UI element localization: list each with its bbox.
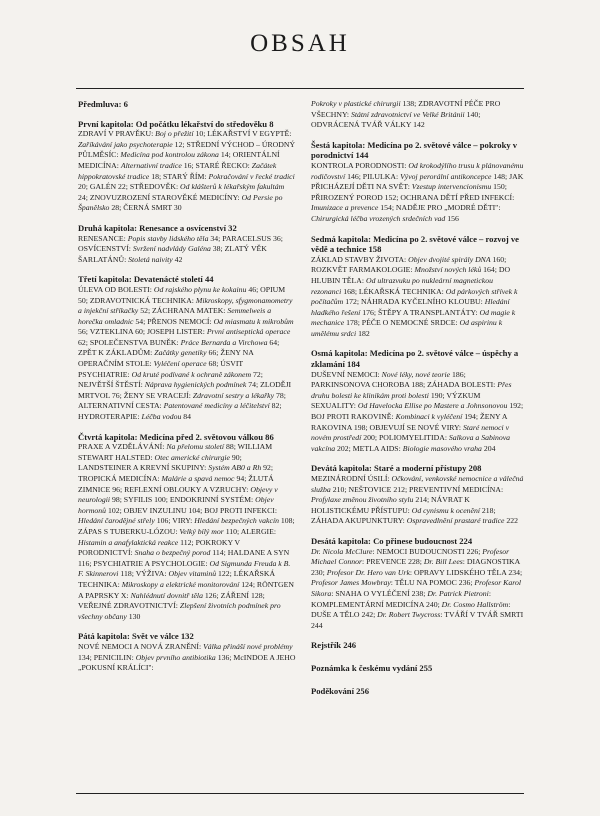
entry-subtitle: Svržení nadvlády Galéna bbox=[132, 244, 211, 254]
entry-text: 64; ZPĚT K ZÁKLADŮM: bbox=[78, 337, 280, 358]
entry-subtitle: Válka přináší nové problémy bbox=[203, 641, 293, 651]
page-title: OBSAH bbox=[250, 30, 350, 57]
entry-subtitle: Zdravotní sestry a lékařky bbox=[192, 390, 275, 400]
entry-text: 156 bbox=[445, 213, 459, 223]
chapter-entries bbox=[311, 255, 525, 340]
toc-chapter bbox=[78, 274, 296, 422]
entry-subtitle: Alternativní tradice bbox=[120, 160, 182, 170]
toc-right-column bbox=[311, 99, 525, 708]
chapter-title: Desátá kapitola: Co přinese budoucnost 224 bbox=[311, 535, 473, 546]
entry-text: 202; METLA AIDS: bbox=[335, 443, 403, 453]
entry-text: 148; JAK PŘICHÁZEJÍ DĚTI NA SVĚT: bbox=[311, 171, 524, 192]
entry-text: 68; ÚSVIT PSYCHIATRIE: bbox=[78, 359, 243, 379]
chapter-title: První kapitola: Od počátku lékařství do středověku 8 bbox=[78, 118, 274, 129]
entry-text: 178; PÉČE O NEMOCNÉ SRDCE: bbox=[344, 318, 460, 328]
entry-subtitle: Státní zdravotnictví ve Velké Británii bbox=[350, 109, 465, 119]
entry-subtitle: Od Havelocka Ellise po Mastere a Johnsonovou bbox=[357, 401, 508, 411]
chapter-title: Pátá kapitola: Svět ve válce 132 bbox=[78, 631, 194, 642]
entry-text: 150; PŘIROZENÝ POROD 152; OCHRANA DĚTÍ PŘED INFEKCÍ: bbox=[311, 182, 515, 202]
entry-subtitle: Začátek hippokratovské tradice bbox=[78, 160, 277, 181]
entry-subtitle: První antiseptická operace bbox=[206, 327, 291, 337]
entry-subtitle: Profesor Dr. Hero van Urk bbox=[326, 567, 410, 577]
entry-text: 102; OBJEV INZULINU 104; BOJ PROTI INFEKCI: bbox=[106, 505, 278, 515]
entry-text: 192; BOJ PROTI RAKOVINĚ: bbox=[311, 401, 524, 422]
entry-text: 190; VÝZKUM SEXUALITY: bbox=[311, 390, 481, 411]
entry-text: 218; ZÁHADA AKUPUNKTURY: bbox=[311, 505, 496, 526]
chapter-title: Devátá kapitola: Staré a moderní přístupy 208 bbox=[311, 463, 482, 474]
entry-text: : TĚLU NA POMOC 236; bbox=[390, 578, 475, 588]
entry-text: 14; ORIENTÁLNÍ MEDICÍNA: bbox=[78, 150, 280, 170]
entry-text: 92; TROPICKÁ MEDICÍNA: bbox=[78, 463, 274, 483]
entry-subtitle: Vzestup intervencionismu bbox=[411, 182, 492, 192]
entry-subtitle: Nahlédnutí dovnitř těla bbox=[130, 590, 203, 600]
entry-subtitle: Přes druhu bolesti ke klinikám proti bolesti bbox=[311, 380, 512, 400]
entry-subtitle: Staré nemoci v novém prostředí bbox=[311, 422, 510, 443]
chapter-title: Čtvrtá kapitola: Medicína před 2. světovou válkou 86 bbox=[78, 431, 274, 442]
entry-text: 62; SPOLEČENSTVA BUNĚK: bbox=[78, 337, 181, 347]
entry-text: 108; ZÁPAS S TUBERKU-LÓZOU: bbox=[78, 516, 295, 536]
entry-text: 98; SYFILIS 100; ENDOKRINNÍ SYSTÉM: bbox=[110, 495, 256, 505]
entry-text: 20; GALÉN 22; STŘEDOVĚK: bbox=[78, 182, 181, 192]
entry-text: RENESANCE: bbox=[78, 233, 128, 243]
entry-subtitle: Boj o přežití bbox=[155, 129, 194, 139]
entry-text: : PREVENCE 228; bbox=[362, 557, 424, 567]
entry-subtitle: Mikroskopy a elektrické monitorování bbox=[121, 579, 240, 589]
entry-subtitle: Od ultrazvuku po nukleární magnetickou rezonanci bbox=[311, 275, 493, 296]
entry-text: 146; PILULKA: bbox=[345, 171, 401, 181]
entry-text: ZDRAVÍ V PRAVĚKU: bbox=[78, 129, 156, 139]
entry-text: 118; VÝŽIVA: bbox=[118, 569, 169, 579]
toc-chapter bbox=[78, 631, 296, 673]
entry-subtitle: Práce Bernarda a Virchowa bbox=[180, 337, 268, 347]
entry-subtitle: Od rajského plynu ke kokainu bbox=[153, 284, 247, 294]
entry-text: 78; ALTERNATIVNÍ CESTA: bbox=[78, 390, 286, 411]
entry-text: 138; ZDRAVOTNÍ PÉČE PRO VŠECHNY: bbox=[311, 99, 501, 119]
entry-text: 82; HYDROTERAPIE: bbox=[78, 401, 282, 422]
entry-subtitle: Dr. Bill Lees bbox=[423, 557, 463, 567]
entry-text: 164; DO HLUBIN TĚLA: bbox=[311, 265, 511, 285]
entry-subtitle: Dr. Nicola McClure bbox=[311, 546, 373, 556]
entry-text: 66; ŽENY NA OPERAČNÍM STOLE: bbox=[78, 348, 254, 369]
entry-text: 10; LÉKAŘSTVÍ V EGYPTĚ: bbox=[193, 129, 292, 139]
entry-text: : OPRAVY LIDSKÉHO TĚLA 234; bbox=[409, 567, 523, 577]
entry-subtitle: Mikroskopy, sfygmonamometry a injekční stříkačky bbox=[78, 295, 293, 316]
entry-subtitle: Popis stavby lidského těla bbox=[127, 233, 209, 243]
entry-subtitle: Zaříkávání jako psychoterapie bbox=[78, 139, 173, 149]
entry-subtitle: Objev dvojité spirály DNA bbox=[408, 254, 491, 264]
entry-text: ÚLEVA OD BOLESTI: bbox=[78, 284, 154, 294]
entry-text: 34; PARACELSUS 36; OSVÍCENSTVÍ: bbox=[78, 233, 283, 254]
entry-text: 106; VIRY: bbox=[154, 516, 195, 526]
entry-text: 94; ŽLUTÁ ZIMNICE 96; REFLEXNÍ OBLOUKY A VZRUCHY: bbox=[78, 474, 274, 494]
entry-subtitle: Imunizace a prevence bbox=[311, 203, 379, 213]
entry-subtitle: Medicína pod kontrolou zákona bbox=[120, 150, 219, 160]
entry-subtitle: Objev prvního antibiotika bbox=[135, 652, 216, 662]
toc-chapter bbox=[78, 119, 296, 214]
entry-subtitle: Začátky genetiky bbox=[154, 348, 207, 358]
entry-subtitle: Hledání čarodějné střely bbox=[78, 516, 155, 526]
entry-subtitle: Dr. Cosmo Hallström bbox=[441, 599, 509, 609]
entry-text: ZÁKLAD STAVBY ŽIVOTA: bbox=[311, 254, 409, 264]
chapter-entries bbox=[311, 370, 525, 455]
entry-text: 16; STARÉ ŘECKO: bbox=[181, 160, 252, 170]
chapter-entries bbox=[78, 234, 296, 266]
entry-text: 56; VZTEKLINA 60; JOSEPH LISTER: bbox=[78, 327, 207, 337]
entry-text: 126; ZÁŘENÍ 128; VEŘEJNÉ ZDRAVOTNICTVÍ: bbox=[78, 590, 265, 611]
entry-subtitle: Otec americké chirurgie bbox=[154, 452, 230, 462]
entry-subtitle: Malárie a spavá nemoc bbox=[161, 474, 235, 483]
entry-text: 72; NEJVĚTŠÍ ŠTĚSTÍ: bbox=[78, 369, 263, 390]
entry-subtitle: Od cynismu k ocenění bbox=[411, 505, 480, 515]
entry-text: 200; POLIOMYELITIDA: bbox=[361, 433, 449, 443]
chapter-entries bbox=[311, 474, 525, 527]
entry-text: 134; PENICILIN: bbox=[78, 652, 136, 662]
entry-subtitle: Pokračování v řecké tradici bbox=[208, 171, 295, 181]
chapter-title: Předmluva: 6 bbox=[78, 99, 128, 109]
chapter-title: Osmá kapitola: Medicína po 2. světové válce – úspěchy a zklamání 184 bbox=[311, 348, 519, 370]
entry-subtitle: Na přelomu století bbox=[166, 442, 225, 452]
toc-chapter bbox=[78, 432, 296, 623]
entry-text: 130 bbox=[126, 611, 141, 621]
entry-subtitle: Salkova a Sabinova vakcína bbox=[311, 433, 511, 453]
chapter-entries bbox=[78, 642, 296, 674]
entry-text: 124; RÖNTGEN A PAPRSKY X: bbox=[78, 579, 294, 600]
entry-subtitle: Od miasmatu k mikrobům bbox=[213, 316, 294, 326]
entry-text: MEZINÁRODNÍ ÚSILÍ: bbox=[311, 474, 392, 483]
entry-subtitle: Stoletá naivity bbox=[128, 254, 173, 264]
entry-subtitle: Náprava hygienických podmínek bbox=[144, 380, 247, 390]
entry-subtitle: Pokroky v plastické chirurgii bbox=[311, 99, 401, 108]
entry-subtitle: Kombinaci k vyléčení bbox=[395, 412, 463, 422]
entry-subtitle: Léčba vodou bbox=[141, 412, 182, 422]
entry-subtitle: Histamin a anafylaktická reakce bbox=[78, 537, 179, 547]
chapter-entries bbox=[78, 285, 296, 423]
entry-text: 176; ŠTĚPY A TRANSPLANTÁTY: bbox=[360, 307, 480, 317]
entry-subtitle: Hledání bezpečných vakcín bbox=[194, 516, 279, 526]
entry-text: PRAXE A VZDĚLÁVÁNÍ: bbox=[78, 442, 167, 452]
entry-text: 74; ZLODĚJI MRTVOL 76; ŽENY SE VRACEJÍ: bbox=[78, 380, 292, 400]
entry-text: : TVÁŘÍ V TVÁŘ SMRTI 244 bbox=[311, 610, 524, 630]
entry-subtitle: Od klášterů k lékařským fakultám bbox=[180, 182, 285, 192]
chapter-title: Třetí kapitola: Devatenácté století 44 bbox=[78, 274, 214, 285]
entry-subtitle: Profylaxe změnou životního stylu bbox=[311, 495, 414, 505]
toc-chapter bbox=[78, 99, 296, 110]
toc-chapter bbox=[311, 348, 525, 454]
entry-text: 88; WILLIAM STEWART HALSTED: bbox=[78, 442, 273, 462]
bottom-rule bbox=[76, 793, 524, 794]
entry-subtitle: Od Persie po Španělsko bbox=[78, 192, 283, 213]
toc-extra-entry: Poděkování 256 bbox=[311, 685, 370, 696]
chapter-title: Šestá kapitola: Medicína po 2. světové válce – pokroky v porodnictví 144 bbox=[311, 139, 518, 161]
entry-text: 12; STŘEDNÍ VÝCHOD – ÚRODNÝ PŮLMĚSÍC: bbox=[78, 139, 296, 160]
entry-subtitle: Profesor James Mowbray bbox=[311, 578, 391, 588]
entry-text: NOVÉ NEMOCI A NOVÁ ZRANĚNÍ: bbox=[78, 641, 204, 651]
entry-text: 38; ZLATÝ VĚK ŠARLATÁNŮ: bbox=[78, 244, 267, 264]
entry-subtitle: Snaha o bezpečný porod bbox=[134, 548, 211, 558]
entry-text: 114; HALDANE A SYN 116; PSYCHIATRIE A PSYCHOLOGIE: bbox=[78, 548, 290, 568]
entry-text: : SNAHA O VYLÉČENÍ 238; bbox=[331, 588, 428, 598]
entry-subtitle: Hledání hladkého řešení bbox=[311, 297, 510, 317]
entry-text: 18; STARÝ ŘÍM: bbox=[149, 171, 209, 181]
entry-subtitle: Od kruté podívané k ochraně zákonem bbox=[131, 369, 252, 379]
entry-text: 214; NÁVRAT K HOLISTICKÉMU PŘÍSTUPU: bbox=[311, 495, 470, 515]
entry-subtitle: Množství nových léků bbox=[414, 265, 482, 275]
chapter-entries bbox=[78, 129, 296, 214]
entry-text: 222 bbox=[504, 516, 519, 526]
toc-chapter bbox=[311, 140, 525, 225]
entry-text: 84 bbox=[181, 412, 192, 422]
entry-subtitle: Systém AB0 a Rh bbox=[208, 463, 262, 473]
entry-subtitle: Patentované medicíny a léčitelství bbox=[163, 401, 270, 411]
entry-subtitle: Objevy v neurologii bbox=[78, 484, 278, 505]
entry-text: 24; ZNOVUZROZENÍ STAROVĚKÉ MEDICÍNY: bbox=[78, 192, 242, 202]
entry-subtitle: Profesor Karol Sikora bbox=[311, 578, 521, 598]
entry-text: 210; NEŠTOVICE 212; PREVENTIVNÍ MEDICÍNA: bbox=[330, 484, 504, 494]
entry-subtitle: Od aspirinu k umělému srdci bbox=[311, 318, 503, 338]
entry-subtitle: Od Sigmunda Freuda k B. F. Skinnerovi bbox=[78, 558, 291, 579]
entry-text: 168; LÉKAŘSKÁ TECHNIKA: bbox=[341, 286, 446, 296]
entry-subtitle: Biologie masového vraha bbox=[402, 443, 482, 453]
entry-text: 42 bbox=[172, 254, 183, 264]
entry-subtitle: Dr. Robert Twycross bbox=[377, 610, 441, 620]
entry-subtitle: Dr. Patrick Pietroni bbox=[427, 588, 489, 598]
entry-text: 136; McINDOE A JEHO „POKUSNÍ KRÁLÍCI": bbox=[78, 652, 296, 673]
entry-subtitle: Vyléčení operace bbox=[153, 359, 207, 369]
entry-text: 194; ŽENY A RAKOVINA 198; OBJEVUJÍ SE NOVÉ VIRY: bbox=[311, 412, 508, 432]
toc-chapter bbox=[311, 536, 525, 631]
entry-subtitle: Vývoj perorální antikoncepce bbox=[400, 171, 492, 181]
chapter-title: Sedmá kapitola: Medicína po 2. světové válce – rozvoj ve vědě a technice 158 bbox=[311, 233, 519, 255]
toc-chapter bbox=[78, 223, 296, 265]
toc-chapter bbox=[311, 99, 525, 131]
chapter-entries bbox=[311, 99, 525, 131]
entry-subtitle: Očkování, venkovské nemocnice a válečná služba bbox=[311, 474, 524, 494]
entry-text: 172; NÁHRADA KYČELNÍHO KLOUBU: bbox=[343, 297, 485, 307]
entry-subtitle: Objev vitaminů bbox=[168, 569, 217, 579]
chapter-entries bbox=[78, 442, 296, 622]
entry-text: 90; LANDSTEINER A KREVNÍ SKUPINY: bbox=[78, 452, 242, 473]
entry-text: 204 bbox=[481, 443, 496, 453]
entry-text: 46; OPIUM 50; ZDRAVOTNICKÁ TECHNIKA: bbox=[78, 284, 286, 305]
entry-text: 186; PARKINSONOVA CHOROBA 188; ZÁHADA BOLESTI: bbox=[311, 369, 498, 390]
entry-subtitle: Chirurgická léčba vrozených srdečních vad bbox=[311, 213, 446, 223]
entry-subtitle: Od párkových střívek k počítačům bbox=[311, 286, 518, 307]
entry-subtitle: Nové léky, nové teorie bbox=[381, 369, 451, 379]
top-rule bbox=[76, 88, 524, 89]
entry-text: 28; ČERNÁ SMRT 30 bbox=[109, 203, 182, 213]
toc-extra-entry: Rejstřík 246 bbox=[311, 640, 357, 651]
entry-subtitle: Ospravedlnění prastaré tradice bbox=[406, 516, 505, 526]
toc-chapter bbox=[311, 234, 525, 340]
entry-subtitle: Zlepšení životních podmínek pro všechny občany bbox=[78, 601, 281, 621]
toc-left-column bbox=[78, 99, 296, 683]
entry-text: 110; ALERGIE: bbox=[223, 526, 277, 536]
entry-text: : KOMPLEMENTÁRNÍ MEDICÍNA 240; bbox=[311, 588, 491, 609]
entry-text: 160; ROZKVĚT FARMAKOLOGIE: bbox=[311, 254, 507, 275]
entry-text: 140; ODVRÁCENÁ TVÁŘ VÁLKY 142 bbox=[311, 109, 481, 130]
entry-text: 154; NADĚJE PRO „MODRÉ DĚTI": bbox=[378, 203, 501, 213]
chapter-entries bbox=[311, 161, 525, 225]
chapter-entries bbox=[311, 547, 525, 632]
toc-extra-entry: Poznámka k českému vydání 255 bbox=[311, 662, 433, 673]
chapter-title: Druhá kapitola: Renesance a osvícenství 32 bbox=[78, 222, 237, 233]
entry-text: 112; POKROKY V PORODNICTVÍ: bbox=[78, 537, 241, 558]
entry-text: KONTROLA PORODNOSTI: bbox=[311, 160, 409, 170]
entry-text: : DIAGNOSTIKA 230; bbox=[311, 557, 520, 577]
entry-text: 122; LÉKAŘSKÁ TECHNIKA: bbox=[78, 569, 276, 589]
entry-subtitle: Od magie k mechanice bbox=[311, 307, 516, 328]
entry-subtitle: Velký bílý mor bbox=[179, 526, 224, 536]
entry-text: 54; PŘENOS NEMOCÍ: bbox=[133, 316, 214, 326]
entry-text: 52; ZÁCHRANA MATEK: bbox=[138, 306, 228, 316]
entry-text: : DUŠE A TĚLO 242; bbox=[311, 599, 511, 620]
entry-text: : NEMOCI BUDOUCNOSTI 226; bbox=[372, 546, 483, 556]
entry-subtitle: Profesor Michael Connor bbox=[311, 546, 510, 567]
entry-text: DUŠEVNÍ NEMOCI: bbox=[311, 369, 382, 379]
entry-subtitle: Semmelweis a horečka omladnic bbox=[78, 306, 272, 326]
entry-subtitle: Od krokodýlího trusu k plánovanému rodičovství bbox=[311, 160, 524, 181]
entry-subtitle: Objev hormonů bbox=[78, 495, 274, 515]
toc-chapter bbox=[311, 463, 525, 527]
entry-text: 182 bbox=[356, 328, 370, 338]
